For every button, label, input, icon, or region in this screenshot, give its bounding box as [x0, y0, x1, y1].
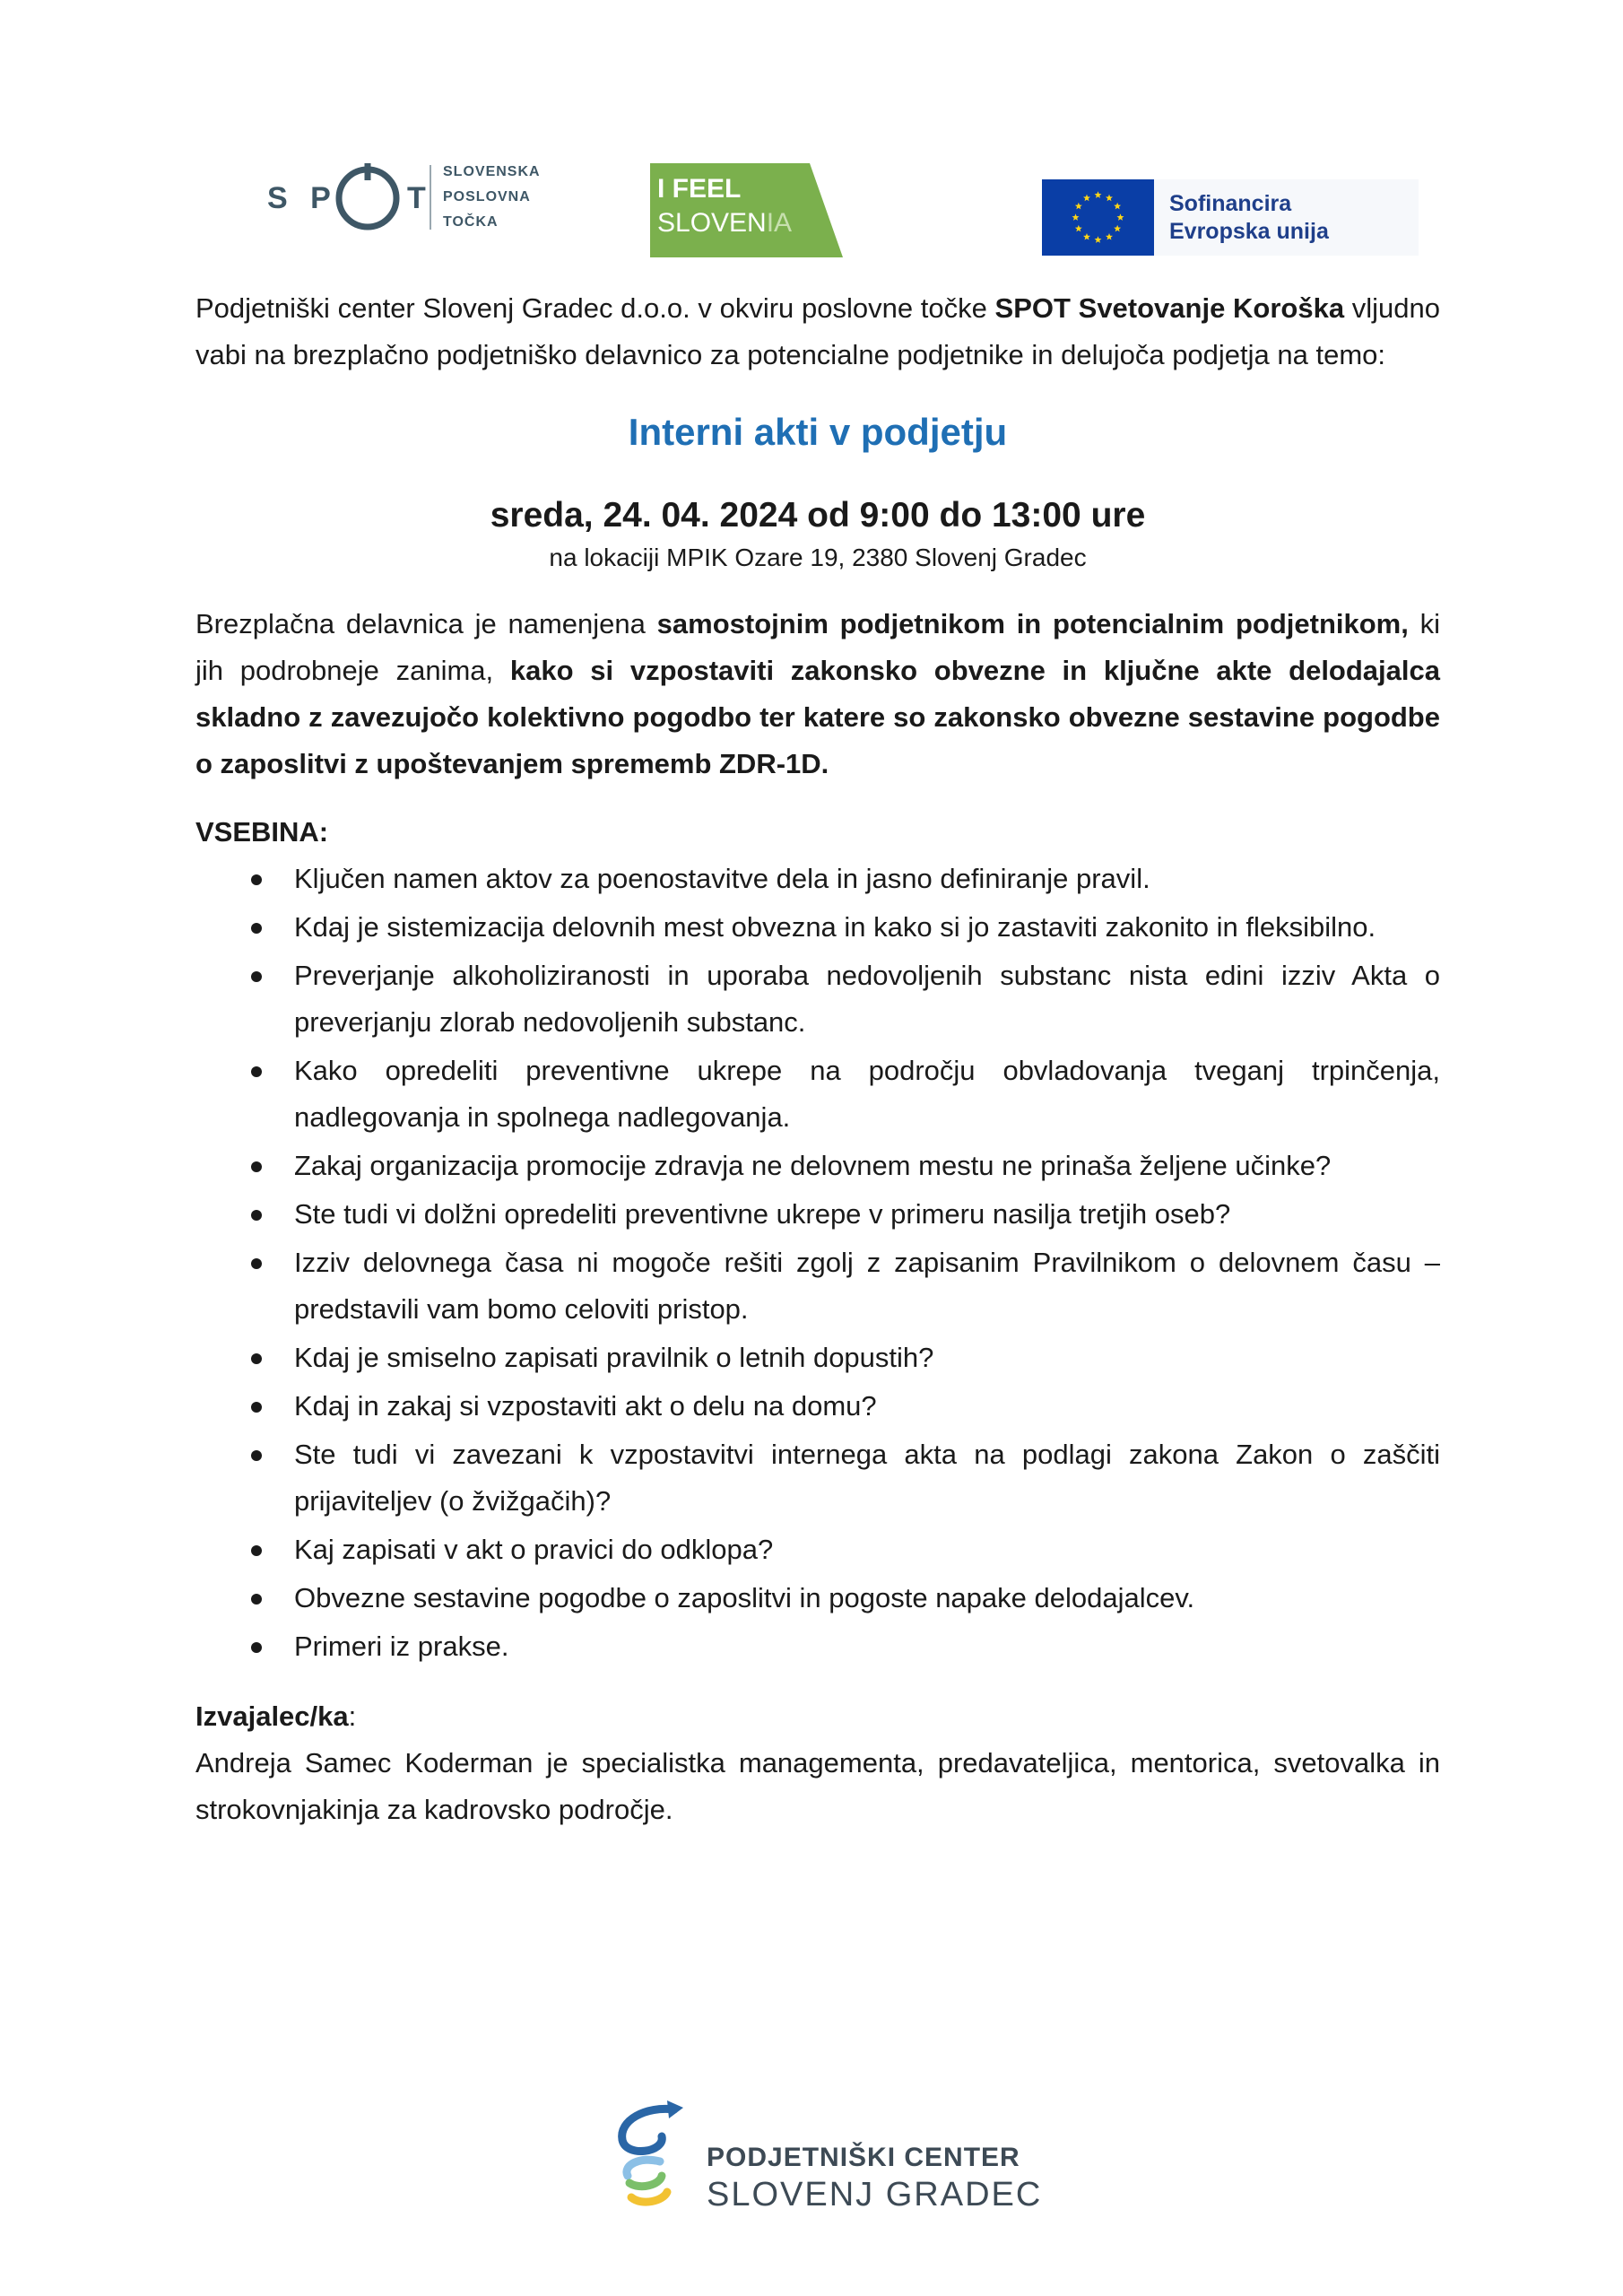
- spot-logo: [267, 152, 563, 242]
- event-title: Interni akti v podjetju: [628, 411, 1008, 453]
- invitation-body: [195, 285, 1440, 1833]
- list-item: Zakaj organizacija promocije zdravja ne delovnem mestu ne prinaša željene učinke?: [195, 1143, 1440, 1189]
- list-item: Ste tudi vi dolžni opredeliti preventivne ukrepe v primeru nasilja tretjih oseb?: [195, 1191, 1440, 1238]
- description-text-2: ki jih podrobneje zanima,: [195, 608, 1441, 686]
- spot-line-3: TOČKA: [443, 214, 499, 230]
- ifeel-line-2b: IA: [766, 208, 793, 238]
- header-logos: [0, 144, 1623, 269]
- podjetniski-center-logo: [610, 2090, 1043, 2215]
- bullet-icon: [251, 1545, 262, 1556]
- pc-line-1: PODJETNIŠKI CENTER: [707, 2143, 1020, 2172]
- bullet-icon: [251, 1161, 262, 1172]
- list-item: Kaj zapisati v akt o pravici do odklopa?: [195, 1526, 1440, 1573]
- description-audience: samostojnim podjetnikom in potencialnim podjetnikom,: [656, 608, 1409, 639]
- pc-line-2: SLOVENJ GRADEC: [707, 2176, 1043, 2213]
- eu-cofunding-logo: [1042, 179, 1419, 256]
- presenter-heading-colon: :: [348, 1700, 357, 1732]
- list-item: Ste tudi vi zavezani k vzpostavitvi internega akta na podlagi zakona Zakon o zaščiti prijaviteljev (o žvižgačih)?: [195, 1431, 1440, 1525]
- list-item: Kdaj je smiselno zapisati pravilnik o letnih dopustih?: [195, 1335, 1440, 1381]
- description-paragraph: [195, 601, 1440, 787]
- event-location: na lokaciji MPIK Ozare 19, 2380 Slovenj Gradec: [549, 544, 1087, 571]
- bullet-icon: [251, 1402, 262, 1413]
- spot-line-2: POSLOVNA: [443, 189, 531, 204]
- bullet-icon: [251, 1066, 262, 1077]
- list-item: Izziv delovnega časa ni mogoče rešiti zgolj z zapisanim Pravilnikom o delovnem času – predstavili vam bomo celoviti pristop.: [195, 1239, 1440, 1333]
- eu-line-1: Sofinancira: [1169, 191, 1292, 216]
- list-item: Primeri iz prakse.: [195, 1623, 1440, 1670]
- list-item: Obvezne sestavine pogodbe o zaposlitvi in pogoste napake delodajalcev.: [195, 1575, 1440, 1622]
- bullet-icon: [251, 971, 262, 982]
- presenter-heading: [195, 1693, 1440, 1740]
- bullet-icon: [251, 1642, 262, 1653]
- eu-flag-icon: [1042, 179, 1154, 256]
- list-item: Kdaj in zakaj si vzpostaviti akt o delu na domu?: [195, 1383, 1440, 1430]
- ifeel-line-2a: SLOVEN: [657, 208, 767, 238]
- bullet-icon: [251, 874, 262, 885]
- presenter-heading-label: Izvajalec/ka: [195, 1700, 349, 1732]
- description-text-1: Brezplačna delavnica je namenjena: [195, 608, 657, 639]
- spot-line-1: SLOVENSKA: [443, 164, 541, 179]
- bullet-icon: [251, 1258, 262, 1269]
- list-item: Kdaj je sistemizacija delovnih mest obvezna in kako si jo zastaviti zakonito in fleksibilno.: [195, 904, 1440, 951]
- bullet-icon: [251, 923, 262, 934]
- svg-text:T: T: [407, 181, 426, 215]
- list-item: Ključen namen aktov za poenostavitve dela in jasno definiranje pravil.: [195, 856, 1440, 902]
- intro-organizer: SPOT Svetovanje Koroška: [994, 292, 1345, 324]
- presenter-bio: Andreja Samec Koderman je specialistka managementa, predavateljica, mentorica, svetovalka in strokovnjakinja za kadrovsko področje.: [195, 1747, 1440, 1825]
- svg-text:S P: S P: [267, 181, 338, 215]
- ifeel-line-1: I FEEL: [657, 174, 742, 204]
- content-heading: VSEBINA:: [195, 816, 329, 848]
- content-list: [195, 856, 1440, 1670]
- bullet-icon: [251, 1353, 262, 1364]
- bullet-icon: [251, 1450, 262, 1461]
- event-date: sreda, 24. 04. 2024 od 9:00 do 13:00 ure: [490, 496, 1146, 535]
- description-topic: kako si vzpostaviti zakonsko obvezne in ključne akte delodajalca skladno z zavezujočo kolektivno pogodbo ter katere so zakonsko obvezne sestavine pogodbe o zaposlitvi z upoštevanjem sprememb ZDR-1D.: [195, 655, 1440, 779]
- i-feel-slovenia-logo: [650, 163, 843, 257]
- bullet-icon: [251, 1594, 262, 1605]
- bullet-icon: [251, 1210, 262, 1221]
- list-item: Preverjanje alkoholiziranosti in uporaba nedovoljenih substanc nista edini izziv Akta o preverjanju zlorab nedovoljenih substanc.: [195, 952, 1440, 1046]
- intro-paragraph: [195, 285, 1440, 378]
- eu-line-2: Evropska unija: [1169, 219, 1329, 244]
- swirl-logo-icon: [610, 2090, 690, 2215]
- list-item: Kako opredeliti preventivne ukrepe na področju obvladovanja tveganj trpinčenja, nadlegovanja in spolnega nadlegovanja.: [195, 1048, 1440, 1141]
- intro-text-2: vljudno vabi na brezplačno podjetniško delavnico za potencialne podjetnike in delujoča podjetja na temo:: [195, 292, 1440, 370]
- intro-text-1: Podjetniški center Slovenj Gradec d.o.o. v okviru poslovne točke: [195, 292, 995, 324]
- svg-text:SLOVENIA: [657, 208, 792, 238]
